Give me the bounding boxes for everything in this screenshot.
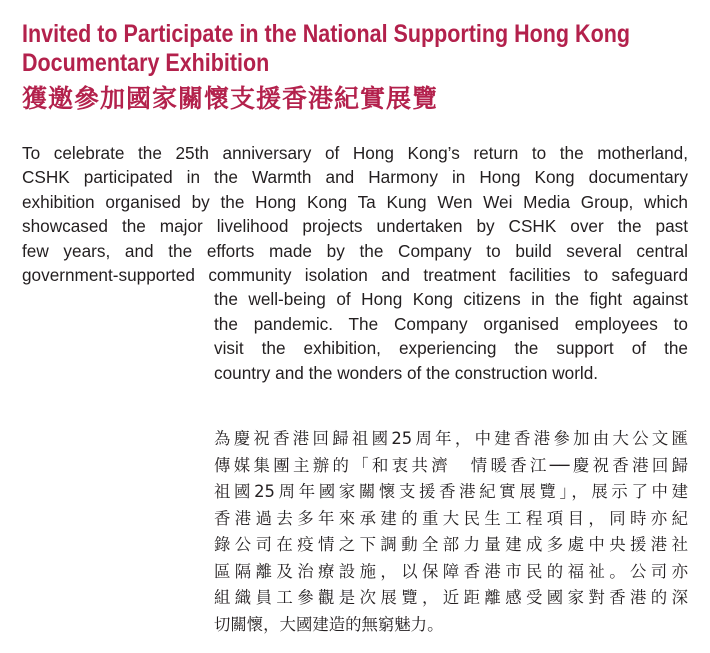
english-line: the well-being of Hong Kong citizens in the fight against <box>214 289 688 310</box>
title-chinese: 獲邀參加國家關懷支援香港紀實展覽 <box>22 84 439 113</box>
chinese-line: 區隔離及治療設施，以保障香港市民的福祉。公司亦 <box>214 561 688 581</box>
chinese-line: 錄公司在疫情之下調動全部力量建成多處中央援港社 <box>214 535 688 554</box>
chinese-line: 傳媒集團主辦的「和衷共濟 情暖香江──慶祝香港回歸 <box>214 455 688 475</box>
chinese-line: 為慶祝香港回歸祖國25周年，中建香港參加由大公文匯 <box>214 429 688 448</box>
title-english-line-1: Invited to Participate in the National Supporting Hong Kong <box>22 20 630 48</box>
chinese-line: 香港過去多年來承建的重大民生工程項目，同時亦紀 <box>214 508 688 528</box>
chinese-paragraph <box>214 426 688 638</box>
english-line: showcased the major livelihood projects undertaken by CSHK over the past <box>22 216 688 237</box>
english-paragraph <box>22 141 688 385</box>
chinese-line: 組織員工參觀是次展覽，近距離感受國家對香港的深 <box>214 588 688 607</box>
chinese-line: 切關懷，大國建造的無窮魅力。 <box>214 614 444 634</box>
english-line: exhibition organised by the Hong Kong Ta Kung Wen Wei Media Group, which <box>22 191 688 212</box>
chinese-line: 祖國25周年國家關懷支援香港紀實展覽」，展示了中建 <box>214 482 688 501</box>
english-line: CSHK participated in the Warmth and Harmony in Hong Kong documentary <box>22 167 688 188</box>
english-line: country and the wonders of the construction world. <box>214 362 599 383</box>
english-line: government-supported community isolation and treatment facilities to safeguard <box>22 264 688 285</box>
english-line: the pandemic. The Company organised employees to <box>214 313 688 334</box>
english-line: To celebrate the 25th anniversary of Hong Kong’s return to the motherland, <box>22 143 688 163</box>
english-line: visit the exhibition, experiencing the support of the <box>214 338 688 359</box>
title-english <box>22 20 630 78</box>
title-english-line-2: Documentary Exhibition <box>22 49 270 77</box>
english-line: few years, and the efforts made by the Company to build several central <box>22 240 688 261</box>
